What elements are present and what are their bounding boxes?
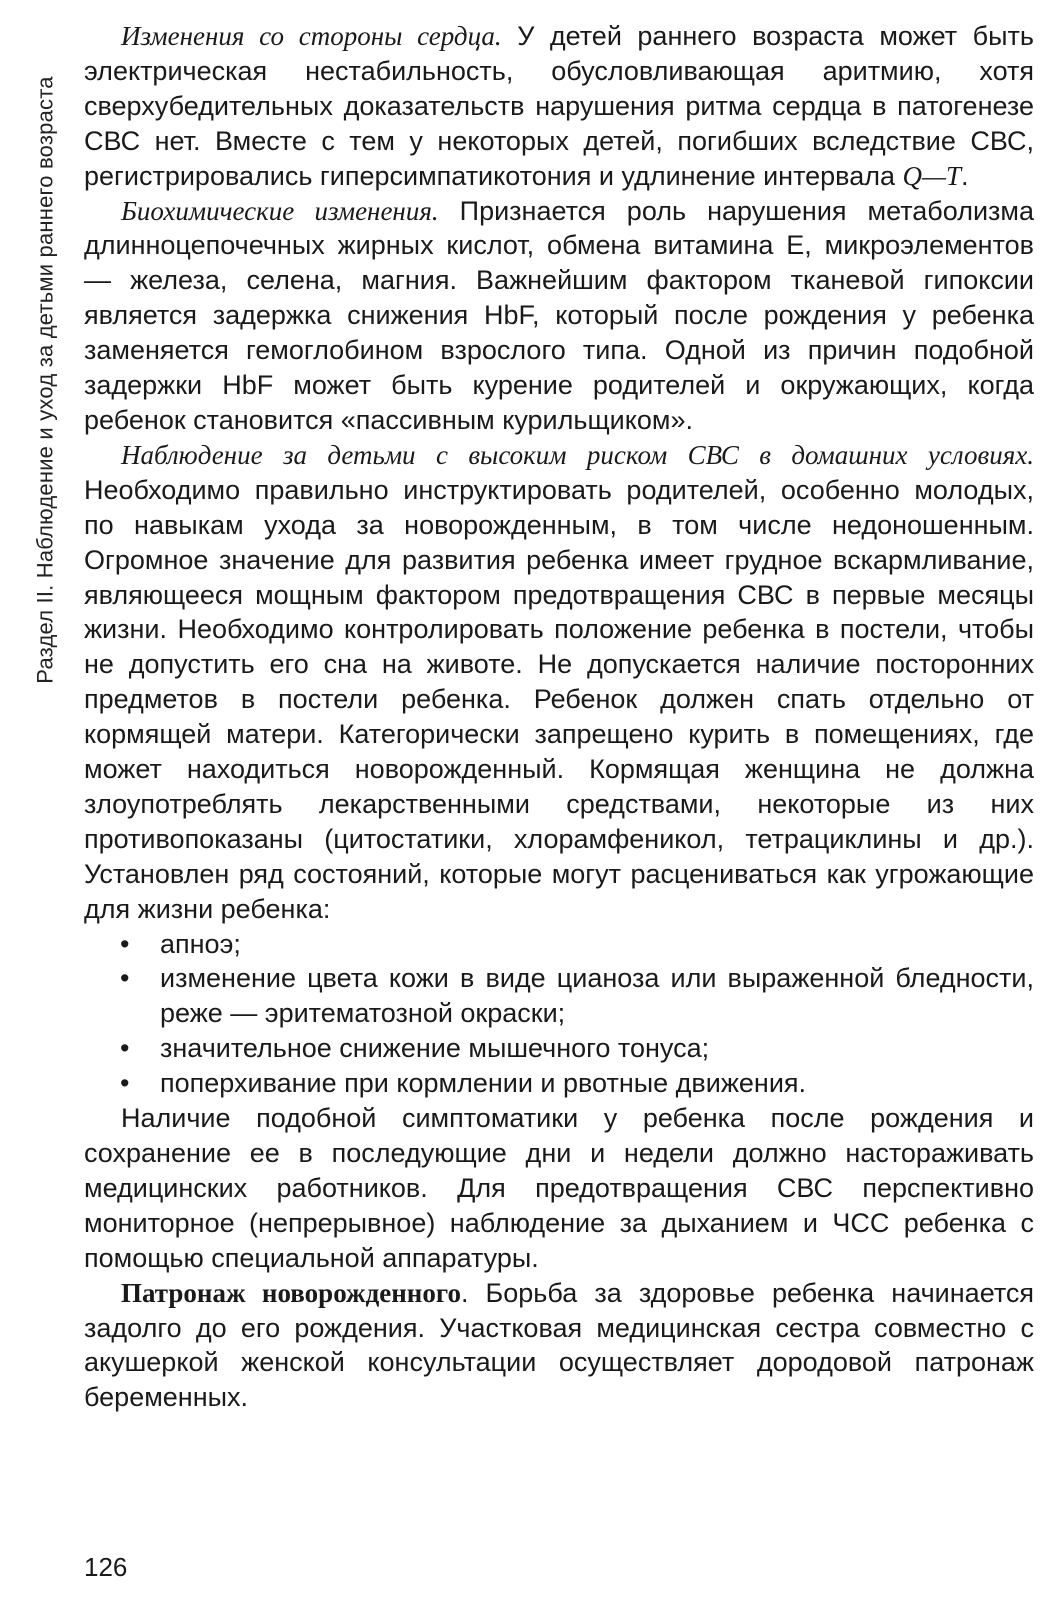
paragraph-home-observation: [84, 438, 1034, 927]
paragraph-heading: Изменения со стороны сердца.: [121, 21, 502, 51]
qt-interval-formula: Q—T: [902, 160, 962, 191]
list-item-text: значительное снижение мышечного тонуса;: [160, 1033, 710, 1064]
page-body: [84, 19, 1034, 1415]
paragraph-tail: .: [961, 160, 969, 191]
page-number: 126: [84, 1552, 128, 1582]
paragraph-text: Необходимо правильно инструктировать родителей, особенно молодых, по навыкам ухода за новорожденным, в том числе недоношенным. Огромное значение для развития ребенка имеет грудное вскармливание, являющееся мощным фактором предотвращения СВС в первые месяцы жизни. Необходимо контролировать положение ребенка в постели, чтобы не допустить его сна на животе. Не допускается наличие посторонних предметов в постели ребенка. Ребенок должен спать отдельно от кормящей матери. Категорически запрещено курить в помещениях, где может находиться новорожденный. Кормящая женщина не должна злоупотреблять лекарственными средствами, некоторые из них противопоказаны (цитостатики, хлорамфеникол, тетрациклины и др.). Установлен ряд состояний, которые могут расцениваться как угрожающие для жизни ребенка:: [84, 474, 1034, 924]
list-item-text: поперхивание при кормлении и рвотные движения.: [160, 1068, 807, 1099]
paragraph-heading-bold: Патронаж новорожденного: [121, 1277, 461, 1308]
paragraph-after-list: Наличие подобной симптоматики у ребенка после рождения и сохранение ее в последующие дни и недели должно настораживать медицинских работников. Для предотвращения СВС перспективно мониторное (непрерывное) наблюдение за дыханием и ЧСС ребенка с помощью специальной аппаратуры.: [84, 1103, 1034, 1273]
paragraph-text: У детей раннего возраста может быть электрическая нестабильность, обусловливающая аритмию, хотя сверхубедительных доказательств нарушения ритма сердца в патогенезе СВС нет. Вместе с тем у некоторых детей, погибших вследствие СВС, регистрировались гиперсимпатикотония и удлинение интервала: [84, 21, 1034, 191]
side-section-caption: [31, 20, 61, 740]
list-item: [84, 927, 1034, 962]
paragraph-text: . Борьба за здоровье ребенка начинается задолго до его рождения. Участковая медицинская сестра совместно с акушеркой женской консультации осуществляет дородовой патронаж беременных.: [84, 1277, 1034, 1413]
paragraph-text: Признается роль нарушения метаболизма длинноцепочечных жирных кислот, обмена витамина Е, микроэлементов — железа, селена, магния. Важнейшим фактором тканевой гипоксии является задержка снижения HbF, который после рождения у ребенка заменяется гемоглобином взрослого типа. Одной из причин подобной задержки HbF может быть курение родителей и окружающих, когда ребенок становится «пассивным курильщиком».: [84, 195, 1034, 435]
paragraph-heading: Наблюдение за детьми с высоким риском СВС в домашних условиях.: [121, 439, 1034, 470]
side-caption-text: Раздел II. Наблюдение и уход за детьми раннего возраста: [33, 76, 58, 684]
paragraph-biochemical-changes: [84, 194, 1034, 438]
bullet-icon: •: [120, 1068, 130, 1099]
threatening-conditions-list: [84, 927, 1034, 1102]
paragraph-patronage: [84, 1276, 1034, 1416]
bullet-icon: •: [120, 928, 130, 959]
bullet-icon: •: [120, 963, 130, 994]
list-item-text: изменение цвета кожи в виде цианоза или выраженной бледности, реже — эритематозной окраски;: [160, 963, 1034, 1029]
paragraph-heart-changes: [84, 19, 1034, 194]
bullet-icon: •: [120, 1033, 130, 1064]
list-item: [84, 1066, 1034, 1101]
list-item-text: апноэ;: [160, 928, 241, 959]
list-item: [84, 1031, 1034, 1066]
list-item: [84, 961, 1034, 1031]
paragraph-heading: Биохимические изменения.: [121, 195, 439, 226]
